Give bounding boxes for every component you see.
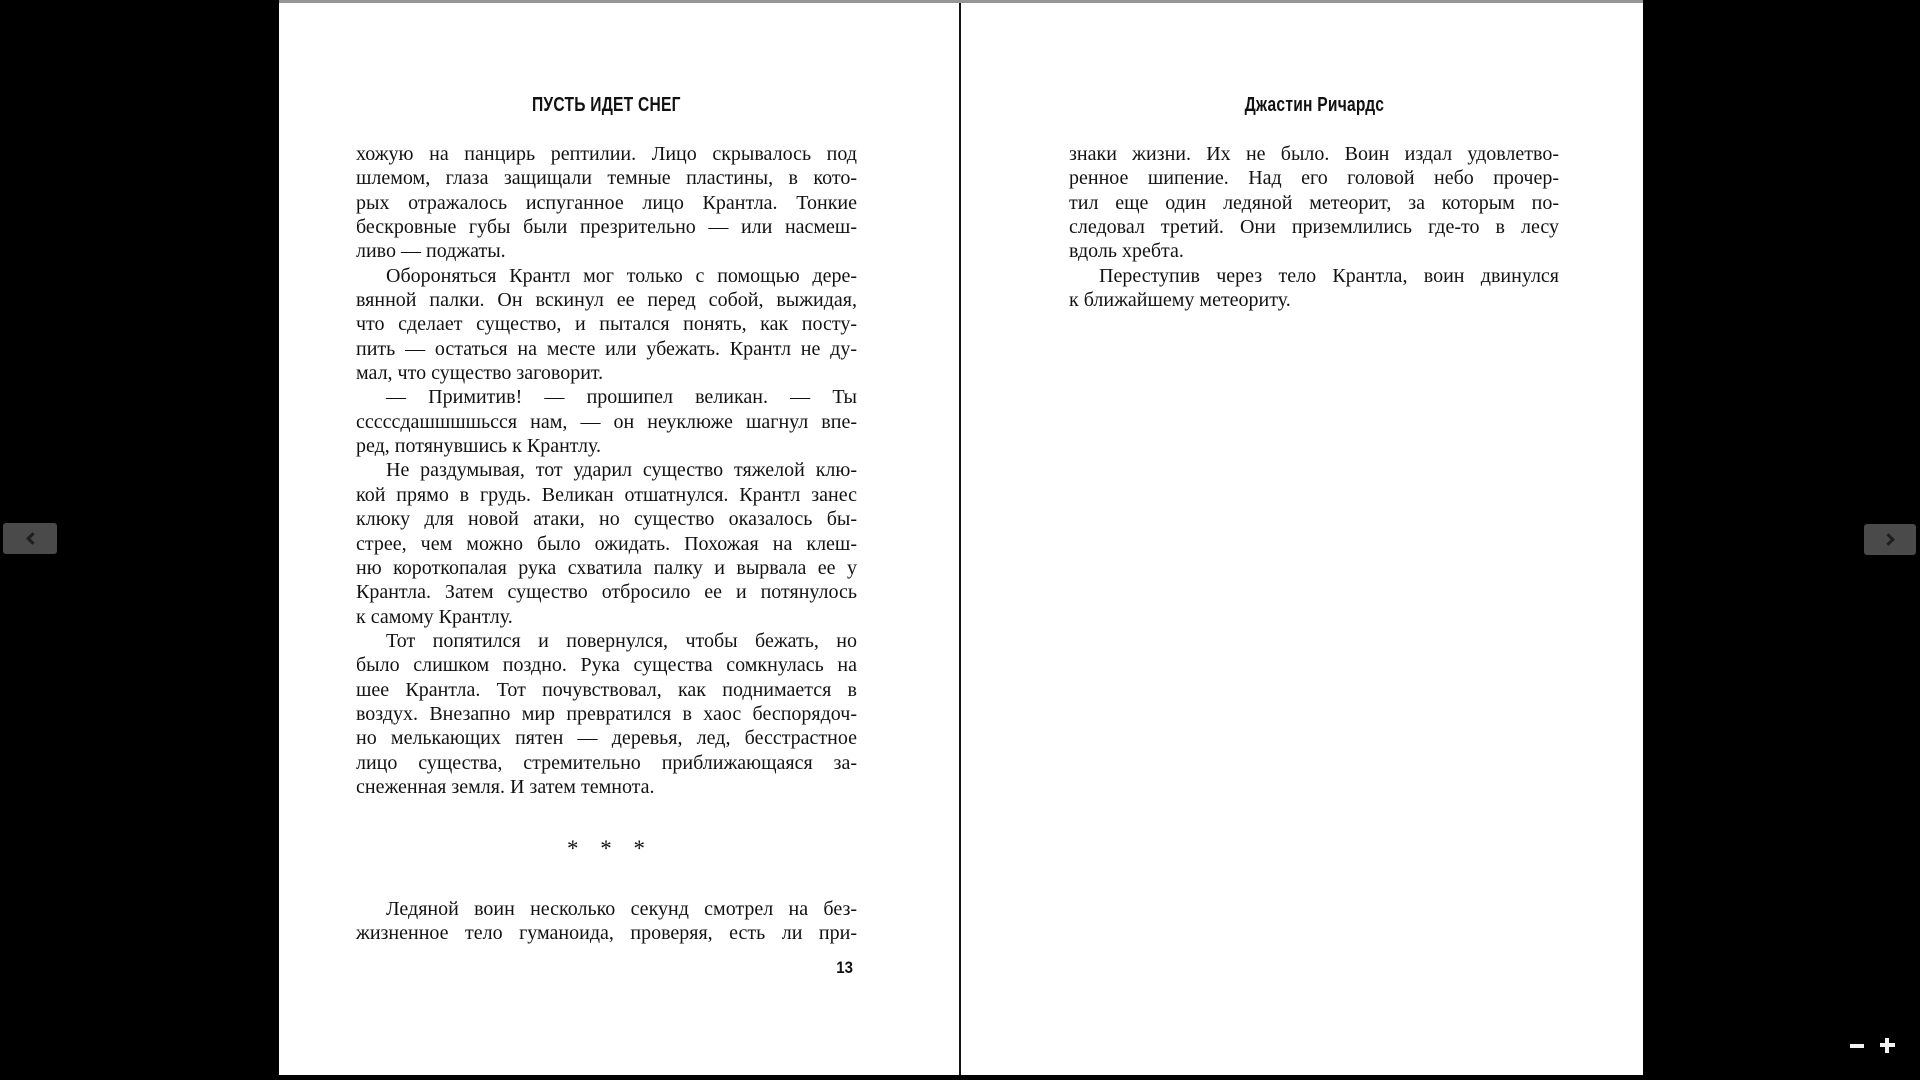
text-line: кой прямо в грудь. Великан отшатнулся. Крантл занес — [356, 483, 857, 506]
running-head-left — [356, 94, 857, 116]
text-line: пить — остаться на месте или убежать. Крантл не ду- — [356, 337, 857, 360]
text-line: ренное шипение. Над его головой небо прочер- — [1069, 167, 1559, 190]
text-line: к ближайшему метеориту. — [1069, 289, 1291, 312]
text-line: ливо — поджаты. — [356, 240, 506, 263]
separator-asterisks: * * * — [567, 836, 646, 861]
zoom-in-button[interactable] — [1874, 1032, 1900, 1058]
right-page — [1069, 3, 1559, 1075]
text-line: следовал третий. Они приземлились где-то в лесу — [1069, 216, 1559, 239]
book-title: ПУСТЬ ИДЕТ СНЕГ — [532, 94, 681, 116]
plus-icon — [1880, 1038, 1895, 1053]
text-line: что сделает существо, и пытался понять, как посту- — [356, 313, 857, 336]
right-text-block — [1069, 142, 1559, 312]
text-line: лицо существа, стремительно приближающаяся за- — [356, 751, 857, 774]
text-line: воздух. Внезапно мир превратился в хаос беспорядоч- — [356, 702, 857, 725]
zoom-out-button[interactable] — [1845, 1038, 1869, 1054]
left-page — [356, 3, 857, 1075]
text-line: было слишком поздно. Рука существа сомкнулась на — [356, 654, 857, 677]
text-line: Обороняться Крантл мог только с помощью дере- — [386, 264, 857, 287]
text-line: снеженная земля. И затем темнота. — [356, 775, 655, 798]
text-line: Переступив через тело Крантла, воин двинулся — [1099, 264, 1559, 287]
left-text-block-after-separator — [356, 897, 857, 946]
text-line: шлемом, глаза защищали темные пластины, в кото- — [356, 167, 857, 190]
text-line: ред, потянувшись к Крантлу. — [356, 435, 602, 458]
text-line: хожую на панцирь рептилии. Лицо скрывалось под — [356, 143, 857, 165]
text-line: рых отражалось испуганное лицо Крантла. Тонкие — [356, 191, 857, 214]
text-line: мал, что существо заговорит. — [356, 362, 604, 385]
text-line: Ледяной воин несколько секунд смотрел на без- — [386, 898, 857, 920]
left-text-block — [356, 142, 857, 799]
text-line: знаки жизни. Их не было. Воин издал удовлетво- — [1069, 143, 1559, 165]
page-divider — [959, 3, 961, 1075]
text-line: Крантла. Затем существо отбросило ее и потянулось — [356, 581, 857, 604]
text-line: клюку для новой атаки, но существо оказалось бы- — [356, 508, 857, 531]
author-name: Джастин Ричардс — [1244, 94, 1384, 116]
text-line: — Примитив! — прошипел великан. — Ты — [386, 386, 857, 409]
text-line: Тот попятился и повернулся, чтобы бежать, но — [386, 629, 857, 652]
text-line: стрее, чем можно было ожидать. Похожая на клеш- — [356, 532, 857, 555]
next-page-button[interactable] — [1864, 524, 1916, 555]
text-line: Не раздумывая, тот ударил существо тяжелой клю- — [386, 459, 857, 482]
text-line: шее Крантла. Тот почувствовал, как поднимается в — [356, 678, 857, 701]
text-line: к самому Крантлу. — [356, 605, 513, 628]
book-spread — [279, 0, 1643, 1075]
page-number: 13 — [836, 958, 853, 977]
text-line: но мелькающих пятен — деревья, лед, бесстрастное — [356, 727, 857, 750]
prev-page-button[interactable] — [3, 523, 57, 554]
running-head-right — [1069, 94, 1559, 116]
text-line: тил еще один ледяной метеорит, за которым по- — [1069, 191, 1559, 214]
text-line: вдоль хребта. — [1069, 240, 1184, 263]
text-line: жизненное тело гуманоида, проверяя, есть ли при- — [356, 922, 857, 945]
text-line: сссссдашшшшьсся нам, — он неуклюже шагнул впе- — [356, 410, 857, 433]
text-line: вянной палки. Он вскинул ее перед собой, выжидая, — [356, 289, 857, 312]
section-separator — [356, 836, 857, 862]
chevron-left-icon — [26, 532, 39, 545]
text-line: бескровные губы были презрительно — или насмеш- — [356, 216, 857, 239]
chevron-right-icon — [1882, 533, 1895, 546]
text-line: ню короткопалая рука схватила палку и вырвала ее у — [356, 556, 857, 579]
minus-icon — [1850, 1044, 1864, 1048]
